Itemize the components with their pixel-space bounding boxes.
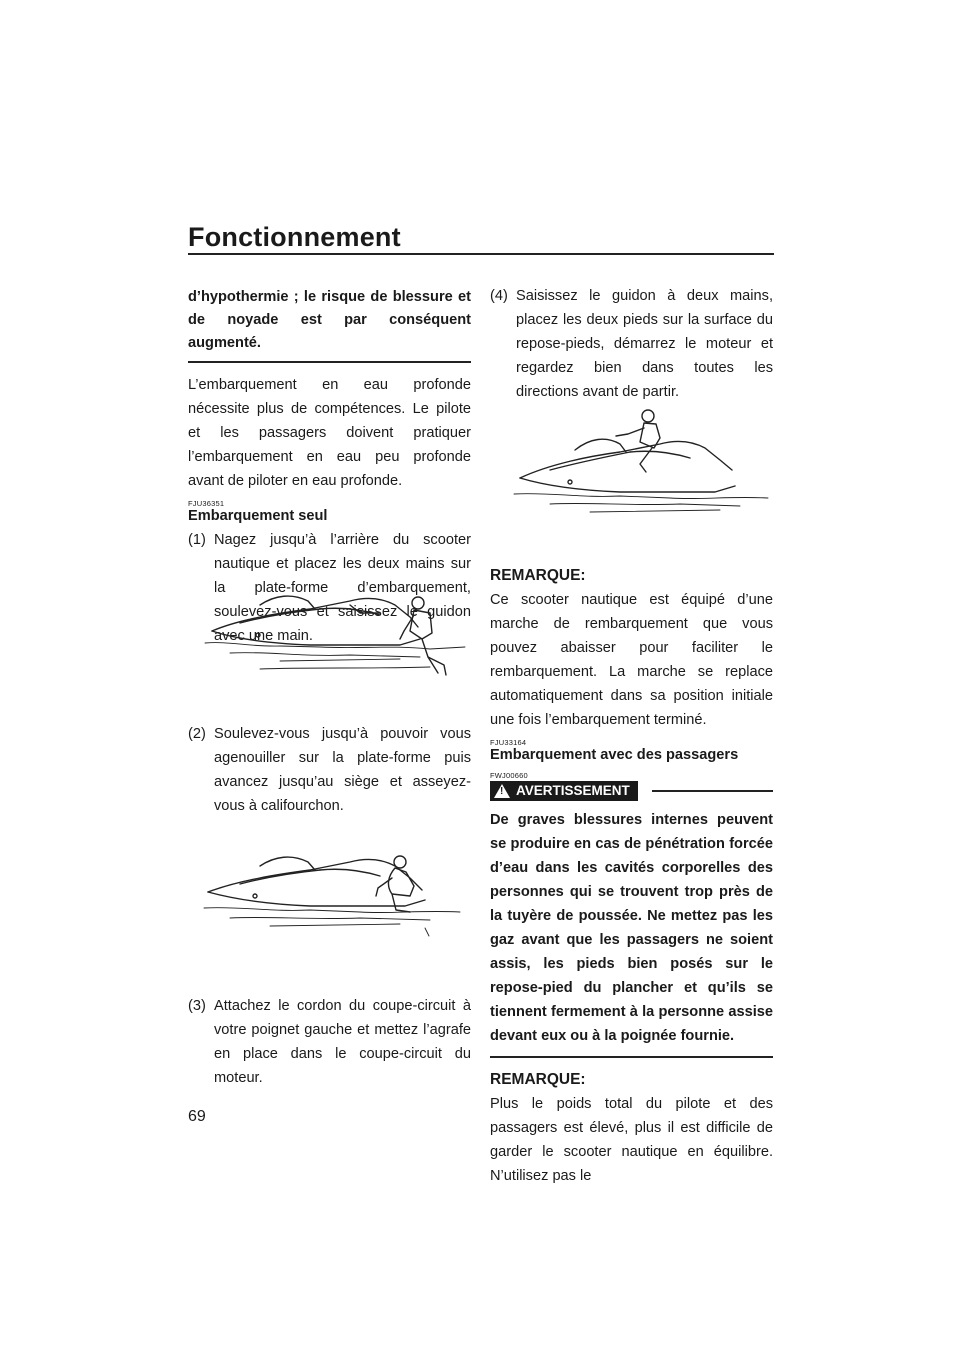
warning-code: FWJ00660 [490, 771, 528, 780]
warning-header [490, 780, 773, 802]
step-1-text: Nagez jusqu’à l’arrière du scooter nautique et placez les deux mains sur la plate-forme d’embarquement, soulevez-vous et saisissez le guidon avec une main. [214, 532, 471, 644]
warning-badge [490, 781, 638, 801]
right-column-notes [490, 566, 773, 1188]
remarque-title-1: REMARQUE: [490, 567, 586, 584]
step-4-number: (4) [490, 288, 508, 304]
page-number: 69 [188, 1108, 206, 1125]
illustration-seated-ready [510, 398, 772, 518]
step-2-number: (2) [188, 726, 206, 742]
intro-bold-text: d’hypothermie ; le risque de blessure et de noyade est par conséquent augmenté. [188, 289, 471, 351]
step-4-text: Saisissez le guidon à deux mains, placez les deux pieds sur la surface du repose-pieds, démarrez le moteur et regardez bien dans toutes les directions avant de partir. [516, 288, 773, 400]
warning-end-divider [490, 1056, 773, 1058]
section-code: FJU36351 [188, 499, 225, 508]
warning-text: De graves blessures internes peuvent se produire en cas de pénétration forcée d’eau dans les cavités corporelles des personnes qui se trouvent trop près de la tuyère de poussée. Ne mettez pas les gaz avant que les passagers ne soient assis, les pieds bien posés sur le repose-pied du plancher et qu’ils se tiennent fermement à la personne assise devant eux ou à la poignée fournie. [490, 812, 773, 1044]
right-column-step4 [490, 284, 773, 404]
step-2-text: Soulevez-vous jusqu’à pouvoir vous agenouiller sur la plate-forme puis avancez jusqu’au siège et asseyez-vous à califourchon. [214, 726, 471, 814]
warning-triangle-icon: ! [494, 784, 510, 798]
warning-header-rule [652, 790, 773, 792]
left-column-step3 [188, 994, 471, 1090]
remarque-title-2: REMARQUE: [490, 1071, 586, 1088]
step-4 [490, 284, 773, 404]
step-1-number: (1) [188, 532, 206, 548]
illustration-kneel-on-platform [200, 850, 470, 945]
intro-divider [188, 361, 471, 363]
section-heading-passengers: Embarquement avec des passagers [490, 747, 739, 763]
illustration-swim-to-stern [200, 583, 470, 683]
warning-label: AVERTISSEMENT [516, 783, 630, 798]
left-column-step2 [188, 722, 471, 818]
deep-water-paragraph: L’embarquement en eau profonde nécessite plus de compétences. Le pilote et les passagers doivent pratiquer l’embarquement en eau peu profonde avant de piloter en eau profonde. [188, 377, 471, 489]
step-2 [188, 722, 471, 818]
step-3 [188, 994, 471, 1090]
section-heading-solo: Embarquement seul [188, 508, 328, 524]
page-title: Fonctionnement [188, 222, 401, 252]
step-3-number: (3) [188, 998, 206, 1014]
remarque-text-1: Ce scooter nautique est équipé d’une marche de rembarquement que vous pouvez abaisser pour faciliter le rembarquement. La marche se replace automatiquement dans sa position initiale une fois l’embarquement terminé. [490, 592, 773, 728]
section-code-passengers: FJU33164 [490, 738, 527, 747]
remarque-text-2: Plus le poids total du pilote et des passagers est élevé, plus il est difficile de garder le scooter nautique en équilibre. N’utilisez pas le [490, 1096, 773, 1184]
step-3-text: Attachez le cordon du coupe-circuit à votre poignet gauche et mettez l’agrafe en place dans le coupe-circuit du moteur. [214, 998, 471, 1086]
header-divider [188, 253, 774, 255]
